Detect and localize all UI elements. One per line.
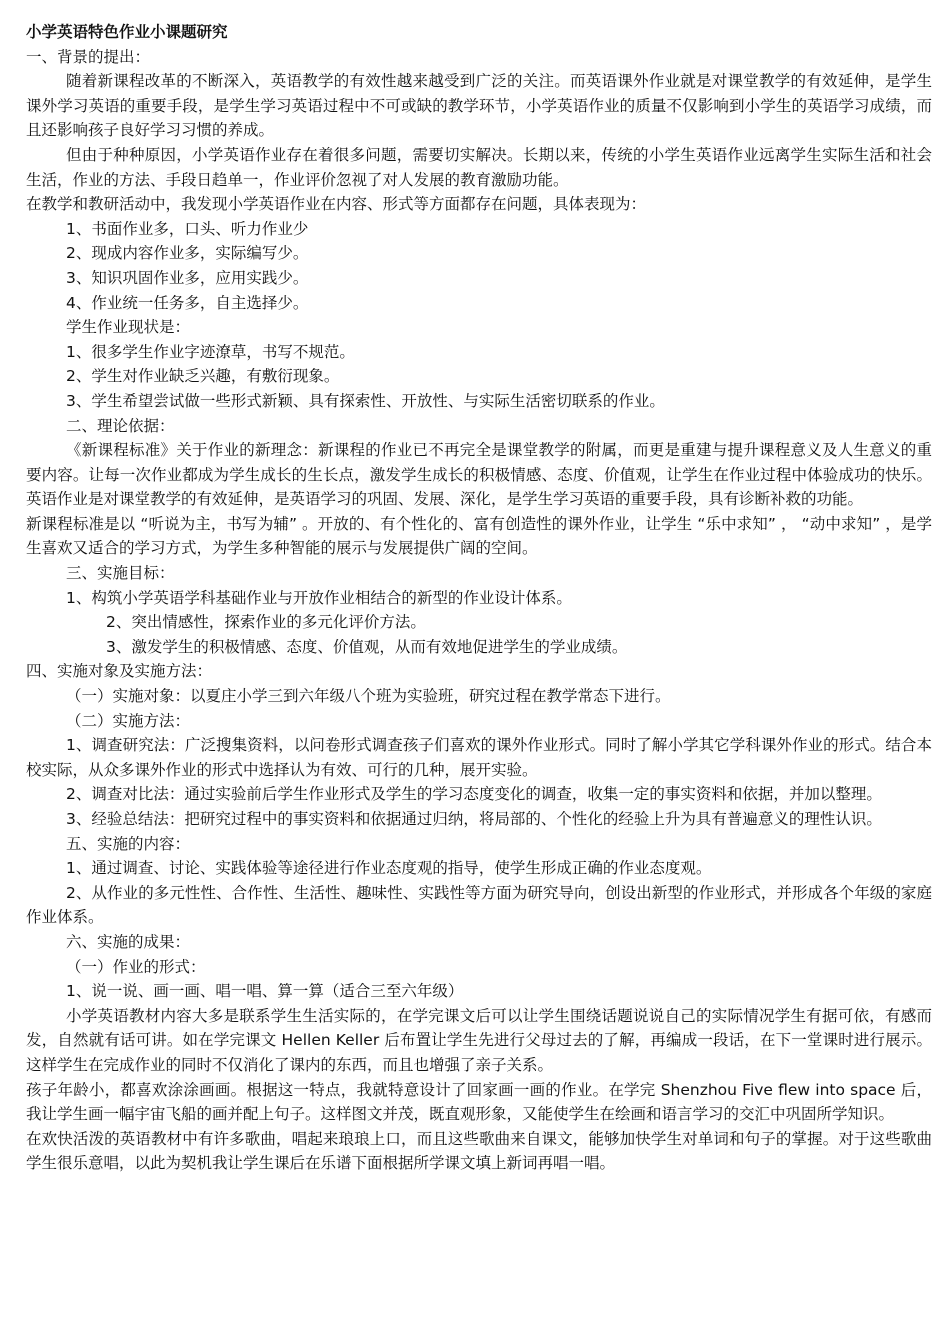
paragraph: 1、通过调查、讨论、实践体验等途径进行作业态度观的指导，使学生形成正确的作业态度观。	[66, 859, 712, 878]
paragraph: 五、实施的内容：	[66, 834, 191, 853]
paragraph: 四、实施对象及实施方法：	[26, 662, 213, 681]
paragraph: 3、激发学生的积极情感、态度、价值观，从而有效地促进学生的学业成绩。	[106, 637, 628, 656]
paragraph: 三、实施目标：	[66, 564, 175, 583]
paragraph: 学生作业现状是：	[66, 318, 191, 337]
paragraph: 二、理论依据：	[66, 416, 175, 435]
paragraph: 但由于种种原因，小学英语作业存在着很多问题，需要切实解决。长期以来，传统的小学生英语作业远离学生实际生活和社会生活，作业的方法、手段日趋单一，作业评价忽视了对人发展的教育激励功能。	[26, 145, 932, 189]
paragraph: 在欢快活泼的英语教材中有许多歌曲，唱起来琅琅上口，而且这些歌曲来自课文，能够加快学生对单词和句子的掌握。对于这些歌曲学生很乐意唱，以此为契机我让学生课后在乐谱下面根据所学课文填上新词再唱一唱。	[26, 1129, 932, 1173]
paragraph: 2、现成内容作业多，实际编写少。	[66, 244, 309, 263]
paragraph: 1、书面作业多，口头、听力作业少	[66, 219, 309, 238]
paragraph: 3、经验总结法：把研究过程中的事实资料和依据通过归纳，将局部的、个性化的经验上升为具有普遍意义的理性认识。	[66, 810, 882, 828]
paragraph: 六、实施的成果：	[66, 932, 191, 951]
document-body	[26, 45, 932, 1176]
paragraph: 1、调查研究法：广泛搜集资料，以问卷形式调查孩子们喜欢的课外作业形式。同时了解小学其它学科课外作业的形式。结合本校实际，从众多课外作业的形式中选择认为有效、可行的几种，展开实验。	[26, 736, 932, 779]
paragraph: 1、很多学生作业字迹潦草，书写不规范。	[66, 342, 355, 361]
paragraph: 1、说一说、画一画、唱一唱、算一算（适合三至六年级）	[66, 982, 464, 1001]
paragraph: 孩子年龄小，都喜欢涂涂画画。根据这一特点，我就特意设计了回家画一画的作业。在学完 Shenzhou Five flew into space 后，我让学生画一幅宇宙飞船的画并配上句子。这样图文并茂，既直观形象，又能使学生在绘画和语言学习的交汇中巩固所学知识。	[26, 1080, 932, 1124]
paragraph: 随着新课程改革的不断深入，英语教学的有效性越来越受到广泛的关注。而英语课外作业就是对课堂教学的有效延伸，是学生课外学习英语的重要手段，是学生学习英语过程中不可或缺的教学环节，小学英语作业的质量不仅影响到小学生的英语学习成绩，而且还影响孩子良好学习习惯的养成。	[26, 72, 932, 140]
paragraph: 一、背景的提出：	[26, 47, 151, 66]
document-title: 小学英语特色作业小课题研究	[26, 23, 228, 41]
paragraph: 2、调查对比法：通过实验前后学生作业形式及学生的学习态度变化的调查，收集一定的事实资料和依据，并加以整理。	[66, 785, 882, 804]
paragraph: 2、突出情感性，探索作业的多元化评价方法。	[106, 613, 426, 632]
paragraph: 2、从作业的多元性性、合作性、生活性、趣味性、实践性等方面为研究导向，创设出新型的作业形式，并形成各个年级的家庭作业体系。	[26, 883, 932, 927]
paragraph: （一）作业的形式：	[66, 957, 206, 976]
paragraph: 4、作业统一任务多，自主选择少。	[66, 293, 309, 312]
paragraph: 新课程标准是以 “听说为主，书写为辅” 。开放的、有个性化的、富有创造性的课外作业，让学生 “乐中求知” ， “动中求知” ，是学生喜欢又适合的学习方式，为学生多种智能的展示与发展提供广阔的空间。	[26, 514, 932, 558]
paragraph: 3、知识巩固作业多，应用实践少。	[66, 268, 309, 287]
paragraph: 1、构筑小学英语学科基础作业与开放作业相结合的新型的作业设计体系。	[66, 588, 572, 607]
paragraph: 3、学生希望尝试做一些形式新颖、具有探索性、开放性、与实际生活密切联系的作业。	[66, 391, 665, 410]
paragraph: 《新课程标准》关于作业的新理念：新课程的作业已不再完全是课堂教学的附属，而更是重建与提升课程意义及人生意义的重要内容。让每一次作业都成为学生成长的生长点，激发学生成长的积极情感、态度、价值观，让学生在作业过程中体验成功的快乐。英语作业是对课堂教学的有效延伸，是英语学习的巩固、发展、深化，是学生学习英语的重要手段，具有诊断补救的功能。	[26, 441, 932, 509]
paragraph: （一）实施对象：以夏庄小学三到六年级八个班为实验班，研究过程在教学常态下进行。	[66, 687, 671, 706]
paragraph: 在教学和教研活动中，我发现小学英语作业在内容、形式等方面都存在问题，具体表现为：	[26, 195, 647, 214]
paragraph: 2、学生对作业缺乏兴趣，有敷衍现象。	[66, 367, 340, 386]
paragraph: （二）实施方法：	[66, 711, 191, 730]
paragraph: 小学英语教材内容大多是联系学生生活实际的，在学完课文后可以让学生围绕话题说说自己的实际情况学生有据可依，有感而发，自然就有话可讲。如在学完课文 Hellen Keller 后布置让学生先进行父母过去的了解，再编成一段话，在下一堂课时进行展示。这样学生在完成作业的同时不仅消化了课内的东西，而且也增强了亲子关系。	[26, 1006, 932, 1074]
